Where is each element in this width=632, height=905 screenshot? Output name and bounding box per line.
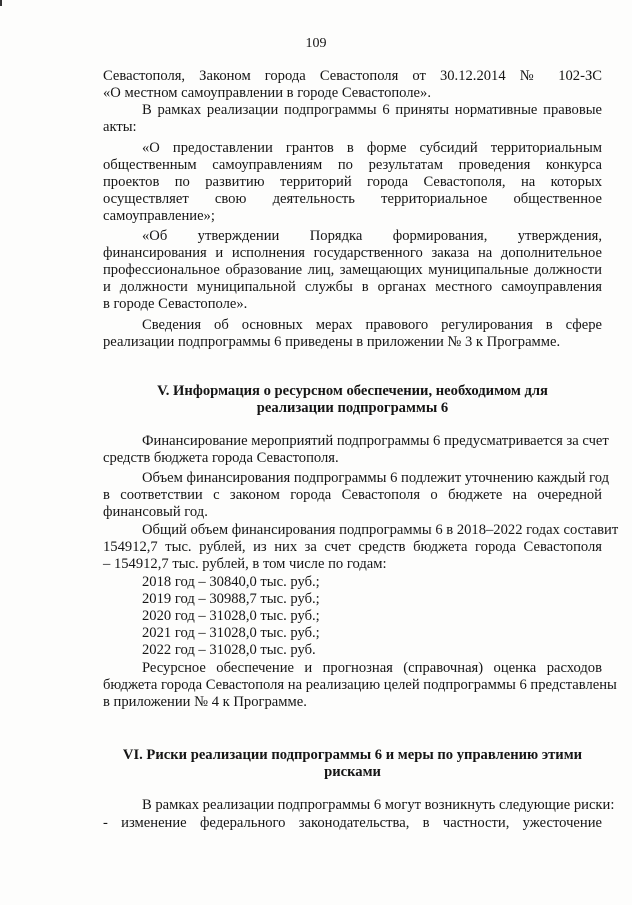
paragraph-line: общественным самоуправлениям по результатам проведения конкурса	[103, 157, 602, 173]
paragraph-line: В рамках реализации подпрограммы 6 приняты нормативные правовые	[142, 102, 602, 118]
paragraph-line: акты:	[103, 119, 137, 135]
paragraph-line: Финансирование мероприятий подпрограммы 6 предусматривается за счет	[142, 433, 609, 449]
funding-year-line: 2020 год – 31028,0 тыс. руб.;	[142, 608, 320, 624]
paragraph-line: Севастополя, Законом города Севастополя от 30.12.2014 № 102-ЗС	[103, 68, 602, 84]
paragraph-line: 154912,7 тыс. рублей, из них за счет средств бюджета города Севастополя	[103, 539, 602, 555]
funding-year-line: 2021 год – 31028,0 тыс. руб.;	[142, 625, 320, 641]
paragraph-line: В рамках реализации подпрограммы 6 могут возникнуть следующие риски:	[142, 797, 615, 813]
paragraph-line: осуществляет свою деятельность территориальное общественное	[103, 191, 602, 207]
paragraph-line: - изменение федерального законодательства, в частности, ужесточение	[103, 815, 602, 831]
section-heading: V. Информация о ресурсном обеспечении, необходимом для	[157, 383, 548, 399]
paragraph-line: «Об утверждении Порядка формирования, утверждения,	[142, 228, 602, 244]
paragraph-line: Ресурсное обеспечение и прогнозная (справочная) оценка расходов	[142, 660, 602, 676]
paragraph-line: финансовый год.	[103, 504, 208, 520]
paragraph-line: в городе Севастополе».	[103, 296, 248, 312]
paragraph-line: самоуправление»;	[103, 208, 215, 224]
funding-year-line: 2022 год – 31028,0 тыс. руб.	[142, 642, 316, 658]
paragraph-line: в соответствии с законом города Севастополя о бюджете на очередной	[103, 487, 602, 503]
paragraph-line: «О предоставлении грантов в форме субсидий территориальным	[142, 140, 602, 156]
paragraph-line: Сведения об основных мерах правового регулирования в сфере	[142, 317, 602, 333]
paragraph-line: реализации подпрограммы 6 приведены в приложении № 3 к Программе.	[103, 334, 561, 350]
scan-mark	[0, 0, 2, 6]
paragraph-line: проектов по развитию территорий города Севастополя, на которых	[103, 174, 602, 190]
paragraph-line: «О местном самоуправлении в городе Севастополе».	[103, 85, 431, 101]
section-heading: рисками	[324, 764, 381, 780]
paragraph-line: и должности муниципальной службы в органах местного самоуправления	[103, 279, 602, 295]
paragraph-line: профессиональное образование лиц, замещающих муниципальные должности	[103, 262, 602, 278]
paragraph-line: Объем финансирования подпрограммы 6 подлежит уточнению каждый год	[142, 470, 610, 486]
section-heading: VI. Риски реализации подпрограммы 6 и меры по управлению этими	[122, 747, 583, 763]
paragraph-line: финансирования и исполнения государственного заказа на дополнительное	[103, 245, 602, 261]
paragraph-line: в приложении № 4 к Программе.	[103, 694, 307, 710]
section-heading: реализации подпрограммы 6	[256, 400, 449, 416]
funding-year-line: 2019 год – 30988,7 тыс. руб.;	[142, 591, 320, 607]
funding-year-line: 2018 год – 30840,0 тыс. руб.;	[142, 574, 320, 590]
paragraph-line: Общий объем финансирования подпрограммы 6 в 2018–2022 годах составит	[142, 522, 619, 538]
paragraph-line: бюджета города Севастополя на реализацию целей подпрограммы 6 представлены	[103, 677, 617, 693]
paragraph-line: средств бюджета города Севастополя.	[103, 450, 339, 466]
page-number: 109	[305, 36, 327, 51]
paragraph-line: – 154912,7 тыс. рублей, в том числе по годам:	[103, 556, 387, 572]
